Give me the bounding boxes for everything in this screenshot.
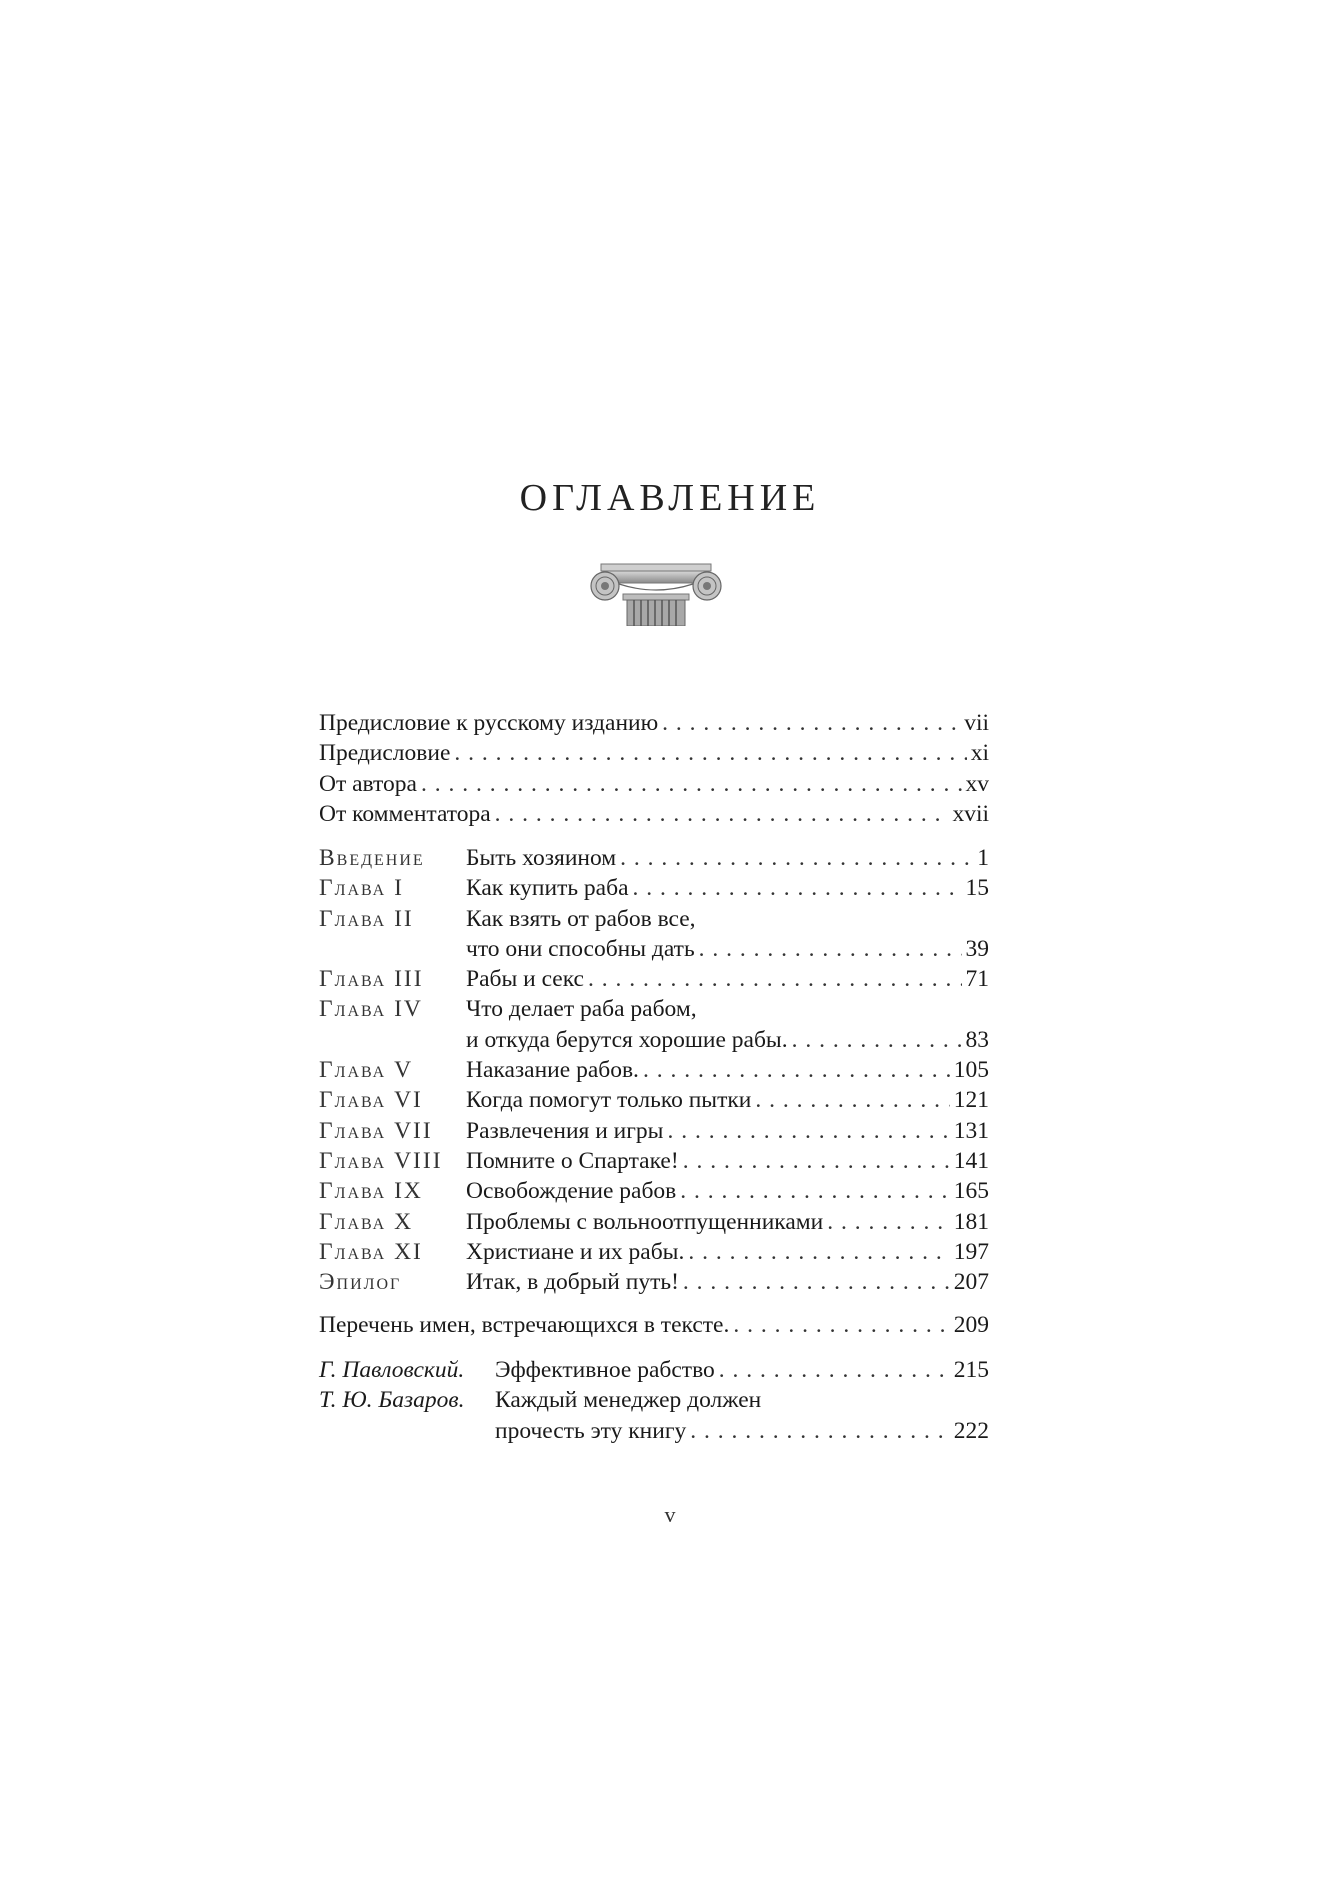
chapter-page: 1 — [977, 845, 989, 871]
chapter-title: Как купить раба — [466, 875, 629, 902]
dot-leader — [792, 1025, 962, 1055]
toc-entry-page: vii — [964, 710, 989, 736]
toc-chapter-entry[interactable] — [319, 1207, 989, 1237]
chapter-label: Глава IX — [319, 1178, 423, 1205]
toc-entry-title: Перечень имен, встречающихся в тексте. — [319, 1312, 730, 1338]
chapter-label: Глава III — [319, 966, 424, 993]
chapter-label: Эпилог — [319, 1269, 402, 1296]
chapter-label: Введение — [319, 845, 425, 871]
toc-chapter-entry[interactable] — [319, 1146, 989, 1176]
essay-title: Эффективное рабство — [495, 1357, 715, 1383]
toc-chapter-entry[interactable] — [319, 994, 989, 1024]
dot-leader — [827, 1207, 950, 1237]
chapter-page: 207 — [953, 1269, 989, 1296]
chapter-label: Глава VI — [319, 1087, 423, 1114]
chapter-page: 121 — [953, 1087, 989, 1114]
chapter-title: Что делает раба рабом, — [466, 996, 697, 1023]
toc-chapter-entry[interactable] — [319, 1176, 989, 1206]
dot-leader — [643, 1055, 950, 1085]
toc-entry-page: 209 — [953, 1312, 989, 1338]
chapter-title: Развлечения и игры — [466, 1117, 664, 1144]
toc-chapters — [319, 843, 989, 1297]
toc-chapter-entry[interactable] — [319, 1055, 989, 1085]
toc-chapter-entry[interactable] — [319, 1116, 989, 1146]
dot-leader — [667, 1116, 949, 1146]
dot-leader — [699, 934, 962, 964]
chapter-label: Глава XI — [319, 1238, 423, 1265]
toc-essays — [319, 1355, 989, 1446]
toc-chapter-entry[interactable] — [319, 1085, 989, 1115]
chapter-title: Когда помогут только пытки — [466, 1087, 752, 1114]
page-title: ОГЛАВЛЕНИЕ — [519, 477, 821, 519]
dot-leader — [719, 1355, 950, 1385]
toc-essay-entry[interactable] — [319, 1355, 989, 1385]
chapter-page: 131 — [953, 1117, 989, 1144]
essay-author: Т. Ю. Базаров. — [319, 1387, 465, 1414]
toc-entry-page: xv — [965, 770, 989, 797]
toc-entry[interactable] — [319, 799, 989, 829]
toc-chapter-entry[interactable] — [319, 904, 989, 934]
chapter-page: 105 — [953, 1057, 989, 1084]
toc-entry-title: От автора — [319, 770, 417, 797]
toc-essay-entry[interactable] — [319, 1385, 989, 1415]
dot-leader — [680, 1176, 949, 1206]
essay-page: 215 — [953, 1357, 989, 1383]
chapter-title: Рабы и секс — [466, 966, 584, 993]
dot-leader — [633, 873, 962, 903]
chapter-title: Наказание рабов. — [466, 1057, 639, 1084]
ionic-column-capital-icon — [587, 562, 725, 626]
chapter-page: 181 — [953, 1208, 989, 1235]
toc-essay-entry-continued[interactable] — [319, 1416, 989, 1446]
chapter-title: Проблемы с вольноотпущенниками — [466, 1208, 824, 1235]
dot-leader — [495, 799, 949, 829]
chapter-title: Освобождение рабов — [466, 1178, 677, 1205]
chapter-title: Быть хозяином — [466, 845, 617, 871]
toc-entry-title: Предисловие к русскому изданию — [319, 710, 659, 736]
chapter-label: Глава I — [319, 875, 404, 902]
chapter-title: Итак, в добрый путь! — [466, 1269, 679, 1296]
dot-leader — [620, 843, 973, 873]
toc-front-matter — [319, 708, 989, 829]
toc-entry-page: xvii — [952, 800, 989, 827]
chapter-title: Помните о Спартаке! — [466, 1147, 679, 1174]
dot-leader — [421, 769, 962, 799]
chapter-label: Глава X — [319, 1208, 414, 1235]
essay-page: 222 — [953, 1417, 989, 1444]
chapter-label: Глава VIII — [319, 1147, 443, 1174]
toc-index — [319, 1310, 989, 1340]
toc-chapter-entry[interactable] — [319, 1237, 989, 1267]
toc-chapter-entry-continued[interactable] — [319, 1025, 989, 1055]
dot-leader — [683, 1146, 950, 1176]
toc-entry[interactable] — [319, 1310, 989, 1340]
chapter-page: 165 — [953, 1178, 989, 1205]
toc-chapter-entry[interactable] — [319, 1267, 989, 1297]
dot-leader — [755, 1085, 949, 1115]
chapter-title: Христиане и их рабы. — [466, 1238, 685, 1265]
chapter-label: Глава IV — [319, 996, 423, 1023]
essay-author: Г. Павловский. — [319, 1357, 465, 1383]
chapter-title: и откуда берутся хорошие рабы. — [466, 1026, 788, 1053]
chapter-page: 141 — [953, 1147, 989, 1174]
chapter-page: 15 — [965, 875, 989, 902]
chapter-page: 83 — [965, 1026, 989, 1053]
dot-leader — [588, 964, 962, 994]
essay-title: прочесть эту книгу — [495, 1417, 687, 1444]
chapter-title: Как взять от рабов все, — [466, 905, 696, 932]
chapter-label: Глава V — [319, 1057, 414, 1084]
dot-leader — [454, 738, 966, 768]
chapter-page: 71 — [965, 966, 989, 993]
page-number: v — [664, 1502, 676, 1527]
toc-chapter-entry[interactable] — [319, 964, 989, 994]
toc-entry-page: xi — [970, 740, 989, 767]
dot-leader — [683, 1267, 950, 1297]
dot-leader — [662, 708, 960, 738]
dot-leader — [733, 1310, 949, 1340]
toc-chapter-entry[interactable] — [319, 843, 989, 873]
toc-chapter-entry[interactable] — [319, 873, 989, 903]
chapter-page: 39 — [965, 935, 989, 962]
dot-leader — [688, 1237, 949, 1267]
essay-title: Каждый менеджер должен — [495, 1387, 762, 1414]
chapter-title: что они способны дать — [466, 935, 695, 962]
toc-entry[interactable] — [319, 738, 989, 768]
toc-entry[interactable] — [319, 769, 989, 799]
chapter-page: 197 — [953, 1238, 989, 1265]
toc-chapter-entry-continued[interactable] — [319, 934, 989, 964]
toc-entry[interactable] — [319, 708, 989, 738]
dot-leader — [690, 1416, 950, 1446]
chapter-label: Глава II — [319, 905, 414, 932]
toc-entry-title: От комментатора — [319, 800, 491, 827]
toc-entry-title: Предисловие — [319, 740, 451, 767]
chapter-label: Глава VII — [319, 1117, 433, 1144]
